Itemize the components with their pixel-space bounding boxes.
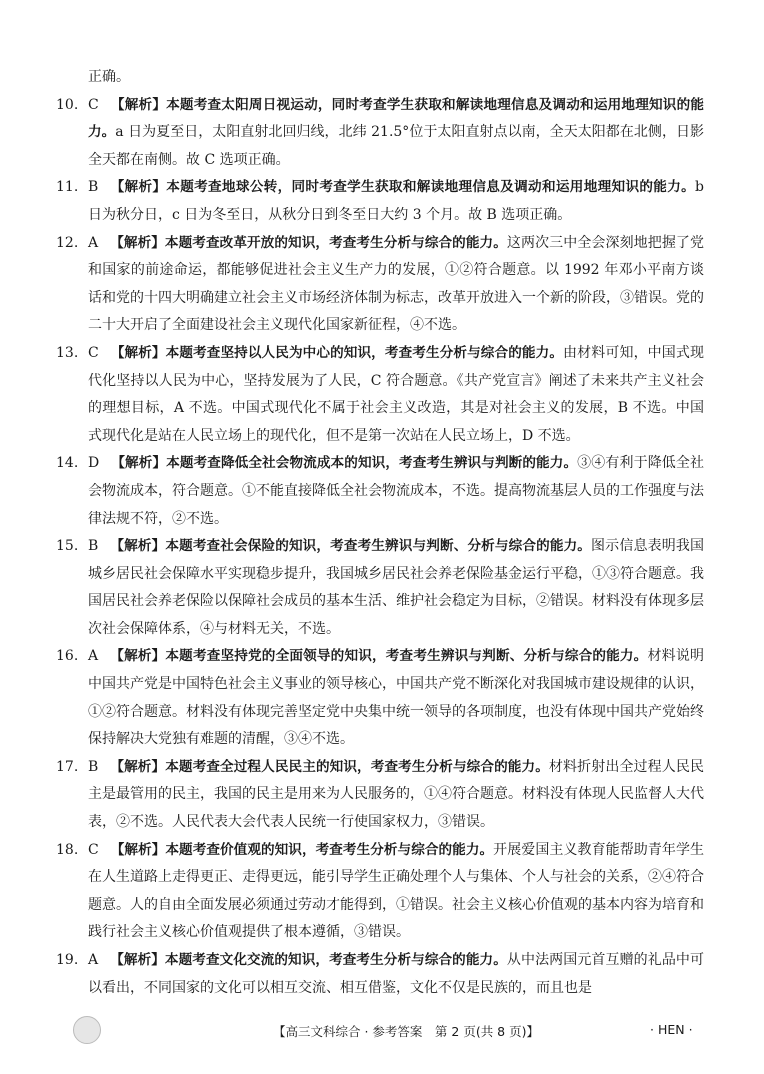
analysis-lead: 【解析】本题考查全过程人民民主的知识，考查考生分析与综合的能力。 [110, 758, 549, 775]
question-number: 16. [56, 648, 79, 665]
answer-letter: C [88, 841, 99, 858]
question-number: 17. [56, 758, 79, 775]
footer-title: 【高三文科综合 · 参考答案 第 2 页(共 8 页)】 [273, 1024, 539, 1039]
answer-letter: B [88, 179, 99, 196]
answer-item [56, 533, 705, 643]
answer-letter: A [88, 648, 99, 665]
items-container [56, 92, 705, 1003]
analysis-lead: 【解析】本题考查文化交流的知识，考查考生分析与综合的能力。 [110, 952, 507, 968]
answer-letter: A [88, 234, 99, 251]
analysis-body: 开展爱国主义教育能帮助青年学生在人生道路上走得更正、走得更远，能引导学生正确处理个人与集体、个人与社会的关系，②④符合题意。人的自由全面发展必须通过劳动才能得到，①错误。社会主义核心价值观的基本内容为培育和践行社会主义核心价值观提供了根本遵循，③错误。 [88, 841, 705, 941]
analysis-lead: 【解析】本题考查地球公转，同时考查学生获取和解读地理信息及调动和运用地理知识的能力。 [110, 179, 696, 196]
answer-letter: A [88, 952, 99, 968]
question-number: 12. [56, 234, 79, 251]
publisher-logo-icon [73, 1016, 101, 1044]
answer-item [56, 174, 704, 229]
question-number: 10. [56, 96, 79, 113]
analysis-body: 从中法两国元首互赠的礼品中可以看出，不同国家的文化可以相互交流、相互借鉴，文化不仅是民族的，而且也是 [88, 952, 705, 996]
answer-item [56, 230, 705, 340]
analysis-lead: 【解析】本题考查改革开放的知识，考查考生分析与综合的能力。 [110, 234, 507, 251]
answer-letter: C [88, 344, 99, 361]
footer-code: · HEN · [650, 1022, 693, 1037]
analysis-body: 材料说明中国共产党是中国特色社会主义事业的领导核心，中国共产党不断深化对我国城市建设规律的认识，①②符合题意。材料没有体现完善坚定党中央集中统一领导的各项制度，也没有体现中国共产党始终保持解决大党独有难题的清醒，③④不选。 [88, 648, 705, 748]
answer-letter: C [88, 96, 99, 113]
answer-letter: B [88, 758, 99, 775]
question-number: 19. [56, 952, 79, 968]
question-number: 18. [56, 841, 79, 858]
analysis-lead: 【解析】本题考查社会保险的知识，考查考生辨识与判断、分析与综合的能力。 [110, 538, 592, 555]
answer-item [56, 340, 705, 450]
analysis-lead: 【解析】本题考查太阳周日视运动，同时考查学生获取和解读地理信息及调动和运用地理知识的能力。 [88, 96, 704, 141]
analysis-lead: 【解析】本题考查降低全社会物流成本的知识，考查考生辨识与判断的能力。 [111, 455, 578, 472]
continued-text: 正确。 [88, 69, 130, 85]
analysis-body: b 日为秋分日，c 日为冬至日，从秋分日到冬至日大约 3 个月。故 B 选项正确。 [88, 179, 704, 223]
analysis-body: 这两次三中全会深刻地把握了党和国家的前途命运，都能够促进社会主义生产力的发展，①②符合题意。以 1992 年邓小平南方谈话和党的十四大明确建立社会主义市场经济体制为标志，改革开放进入一个新的阶段，③错误。党的二十大开启了全面建设社会主义现代化国家新征程，④不选。 [88, 234, 705, 334]
analysis-lead: 【解析】本题考查价值观的知识，考查考生分析与综合的能力。 [110, 841, 494, 858]
question-number: 13. [56, 344, 79, 361]
analysis-body: 由材料可知，中国式现代化坚持以人民为中心，坚持发展为了人民，C 符合题意。《共产党宣言》阐述了未来共产主义社会的理想目标，A 不选。中国式现代化不属于社会主义改造，其是对社会主义的发展，B 不选。中国式现代化是站在人民立场上的现代化，但不是第一次站在人民立场上，D 不选。 [88, 344, 705, 444]
answer-letter: B [88, 538, 99, 555]
analysis-body: ③④有利于降低全社会物流成本，符合题意。①不能直接降低全社会物流成本，不选。提高物流基层人员的工作强度与法律法规不符，②不选。 [88, 455, 705, 527]
question-number: 14. [56, 455, 79, 472]
page-footer [0, 1016, 764, 1046]
analysis-body: 图示信息表明我国城乡居民社会保障水平实现稳步提升，我国城乡居民社会养老保险基金运行平稳，①③符合题意。我国居民社会养老保险以保障社会成员的基本生活、维护社会稳定为目标，②错误。材料没有体现多层次社会保障体系，④与材料无关，不选。 [88, 538, 705, 637]
analysis-body: a 日为夏至日，太阳直射北回归线，北纬 21.5°位于太阳直射点以南，全天太阳都在北侧，日影全天都在南侧。故 C 选项正确。 [88, 124, 705, 168]
analysis-body: 材料折射出全过程人民民主是最管用的民主，我国的民主是用来为人民服务的，①④符合题意。材料没有体现人民监督人大代表，②不选。人民代表大会代表人民统一行使国家权力，③错误。 [88, 758, 704, 831]
question-number: 15. [56, 538, 79, 555]
answer-item [56, 92, 705, 175]
answer-item [56, 450, 705, 533]
answer-letter: D [88, 455, 100, 472]
answer-list [56, 64, 705, 1002]
question-number: 11. [56, 179, 79, 196]
answer-item [56, 837, 705, 947]
analysis-lead: 【解析】本题考查坚持以人民为中心的知识，考查考生分析与综合的能力。 [110, 344, 564, 361]
answer-item [56, 947, 705, 1002]
answer-item [56, 754, 704, 837]
analysis-lead: 【解析】本题考查坚持党的全面领导的知识，考查考生辨识与判断、分析与综合的能力。 [110, 648, 648, 665]
answer-item [56, 643, 705, 753]
